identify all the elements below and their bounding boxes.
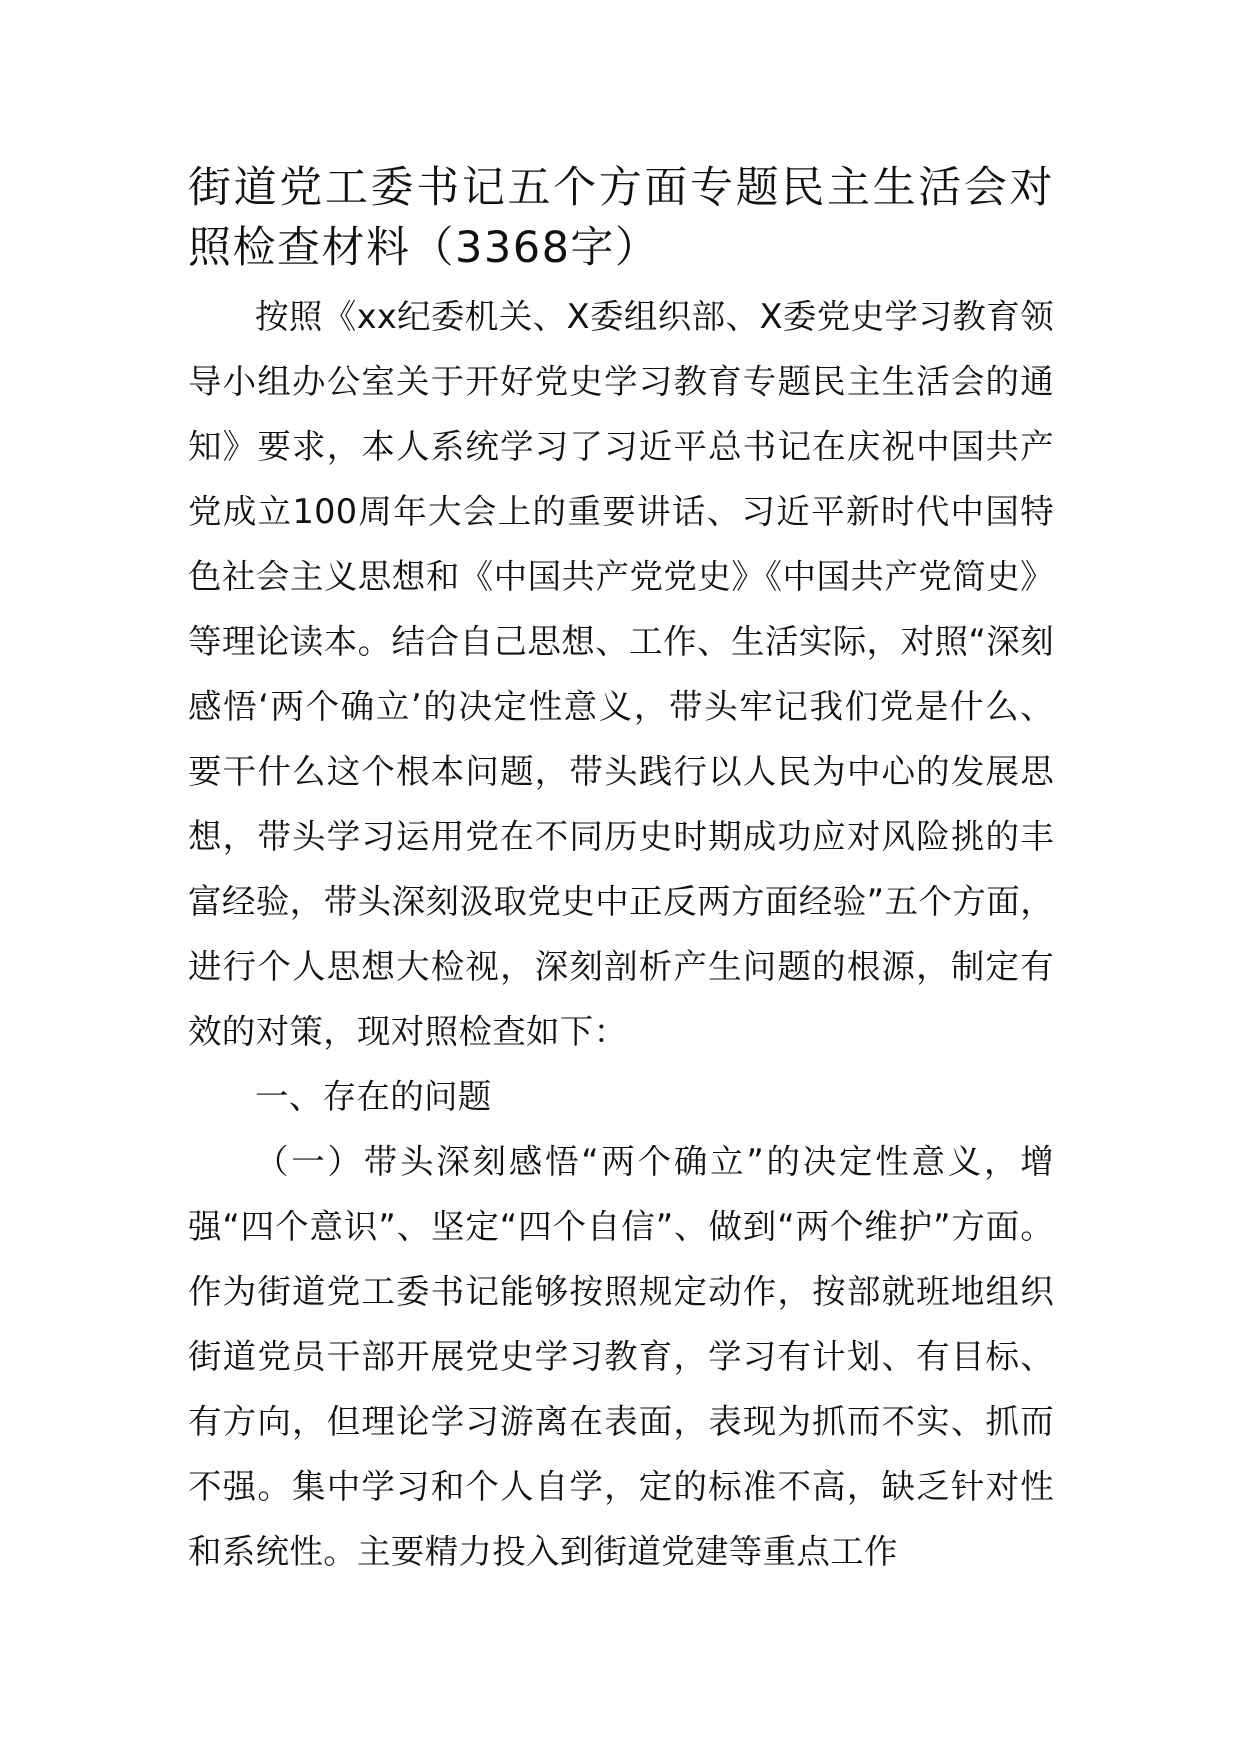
document-title: 街道党工委书记五个方面专题民主生活会对照检查材料（3368字） — [188, 163, 1054, 273]
section-heading: 一、存在的问题 — [255, 1077, 492, 1116]
subsection-paragraph: （一）带头深刻感悟“两个确立”的决定性意义，增强“四个意识”、坚定“四个自信”、做到“两个维护”方面。作为街道党工委书记能够按照规定动作，按部就班地组织街道党员干部开展党史学习教育，学习有计划、有目标、有方向，但理论学习游离在表面，表现为抓而不实、抓而不强。集中学习和个人自学，定的标准不高，缺乏针对性和系统性。主要精力投入到街道党建等重点工作 — [188, 1142, 1054, 1571]
document-body — [188, 158, 1054, 1584]
intro-paragraph: 按照《xx纪委机关、X委组织部、X委党史学习教育领导小组办公室关于开好党史学习教育专题民主生活会的通知》要求，本人系统学习了习近平总书记在庆祝中国共产党成立100周年大会上的重要讲话、习近平新时代中国特色社会主义思想和《中国共产党党史》《中国共产党简史》等理论读本。结合自己思想、工作、生活实际，对照“深刻感悟‘两个确立’的决定性意义，带头牢记我们党是什么、要干什么这个根本问题，带头践行以人民为中心的发展思想，带头学习运用党在不同历史时期成功应对风险挑的丰富经验，带头深刻汲取党史中正反两方面经验”五个方面，进行个人思想大检视，深刻剖析产生问题的根源，制定有效的对策，现对照检查如下： — [188, 297, 1054, 1051]
